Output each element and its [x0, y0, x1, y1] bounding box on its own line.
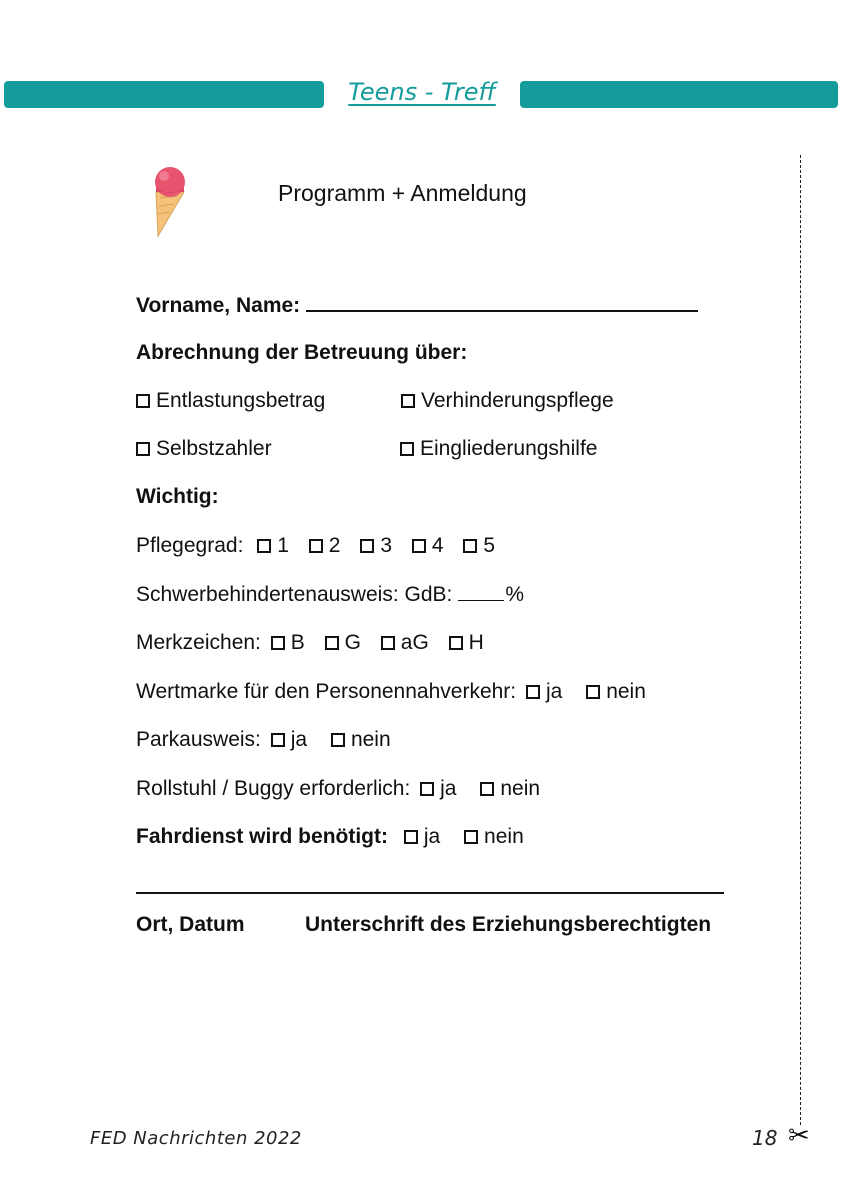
checkbox[interactable]: [480, 782, 494, 796]
scissors-icon: ✂: [788, 1120, 810, 1150]
transport-row: [136, 825, 524, 849]
marks-row: [136, 631, 484, 655]
checkbox[interactable]: [271, 636, 285, 650]
mark-ag[interactable]: aG: [381, 631, 429, 655]
care-level-label: Pflegegrad:: [136, 534, 244, 557]
checkbox[interactable]: [401, 394, 415, 408]
billing-option-entlastung[interactable]: Entlastungsbetrag: [136, 389, 401, 413]
care-level-5[interactable]: 5: [463, 534, 495, 558]
parking-no[interactable]: nein: [331, 728, 391, 752]
transport-no[interactable]: nein: [464, 825, 524, 849]
billing-option-selbstzahler[interactable]: Selbstzahler: [136, 437, 400, 461]
billing-option-verhinderung[interactable]: Verhinderungspflege: [401, 389, 614, 413]
wheelchair-yes[interactable]: ja: [420, 777, 456, 801]
checkbox[interactable]: [309, 539, 323, 553]
transit-no[interactable]: nein: [586, 680, 646, 704]
disability-id-label: Schwerbehindertenausweis: GdB:: [136, 583, 453, 606]
checkbox[interactable]: [257, 539, 271, 553]
page-number: 18: [752, 1126, 778, 1150]
checkbox[interactable]: [136, 442, 150, 456]
billing-row-2: [136, 437, 597, 461]
marks-label: Merkzeichen:: [136, 631, 261, 654]
mark-h[interactable]: H: [449, 631, 484, 655]
checkbox[interactable]: [400, 442, 414, 456]
checkbox[interactable]: [449, 636, 463, 650]
checkbox[interactable]: [381, 636, 395, 650]
care-level-2[interactable]: 2: [309, 534, 341, 558]
footer-publication: FED Nachrichten 2022: [90, 1128, 302, 1149]
checkbox[interactable]: [586, 685, 600, 699]
checkbox[interactable]: [526, 685, 540, 699]
transit-label: Wertmarke für den Personennahverkehr:: [136, 680, 517, 703]
care-level-4[interactable]: 4: [412, 534, 444, 558]
gdb-suffix: %: [505, 583, 525, 606]
parking-row: [136, 728, 391, 752]
care-level-row: [136, 534, 495, 558]
name-label: Vorname, Name:: [136, 294, 301, 317]
care-level-3[interactable]: 3: [360, 534, 392, 558]
name-field[interactable]: [306, 292, 698, 312]
checkbox[interactable]: [360, 539, 374, 553]
transport-label: Fahrdienst wird benötigt:: [136, 825, 388, 848]
wheelchair-label: Rollstuhl / Buggy erforderlich:: [136, 777, 411, 800]
checkbox[interactable]: [412, 539, 426, 553]
signature-label: Unterschrift des Erziehungsberechtigten: [305, 913, 712, 936]
billing-row-1: [136, 389, 614, 413]
checkbox[interactable]: [404, 830, 418, 844]
ice-cream-icon: [150, 164, 190, 238]
checkbox[interactable]: [420, 782, 434, 796]
parking-label: Parkausweis:: [136, 728, 261, 751]
subtitle: Programm + Anmeldung: [278, 180, 527, 206]
billing-option-eingliederung[interactable]: Eingliederungshilfe: [400, 437, 597, 461]
header-band-left: [4, 81, 324, 108]
transport-yes[interactable]: ja: [404, 825, 440, 849]
wheelchair-no[interactable]: nein: [480, 777, 540, 801]
parking-yes[interactable]: ja: [271, 728, 307, 752]
checkbox[interactable]: [325, 636, 339, 650]
signature-caption-row: [136, 913, 711, 937]
signature-line[interactable]: [136, 892, 724, 894]
name-row: [136, 292, 698, 318]
checkbox[interactable]: [331, 733, 345, 747]
header-band-right: [520, 81, 838, 108]
transit-yes[interactable]: ja: [526, 680, 562, 704]
gdb-field[interactable]: [458, 584, 504, 601]
checkbox[interactable]: [464, 830, 478, 844]
transit-row: [136, 680, 646, 704]
disability-id-row: [136, 583, 524, 607]
important-label: Wichtig:: [136, 485, 219, 508]
checkbox[interactable]: [271, 733, 285, 747]
mark-b[interactable]: B: [271, 631, 305, 655]
header-title: Teens - Treff: [348, 78, 496, 106]
mark-g[interactable]: G: [325, 631, 361, 655]
checkbox[interactable]: [463, 539, 477, 553]
wheelchair-row: [136, 777, 540, 801]
checkbox[interactable]: [136, 394, 150, 408]
place-date-label: Ort, Datum: [136, 913, 245, 936]
billing-label: Abrechnung der Betreuung über:: [136, 341, 468, 364]
care-level-1[interactable]: 1: [257, 534, 289, 558]
cut-line: [800, 155, 801, 1125]
